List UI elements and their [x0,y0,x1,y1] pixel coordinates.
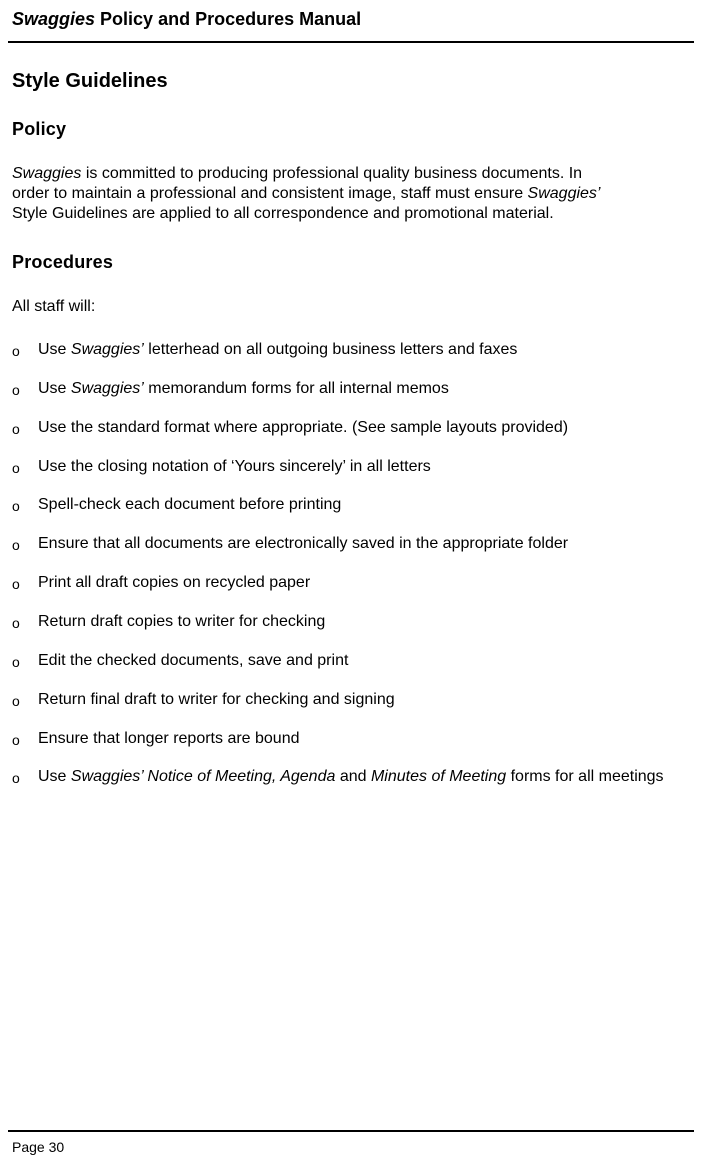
procedure-item [12,418,682,438]
procedure-item [12,573,682,593]
section-title: Style Guidelines [12,70,168,92]
text-run: Use [38,341,71,358]
procedure-item [12,651,682,671]
header-title: Policy and Procedures Manual [100,9,362,29]
procedure-item-text [38,340,682,360]
procedure-item [12,612,682,632]
header-brand: Swaggies [12,9,96,29]
procedure-item-text [38,690,682,710]
emphasis-text: Swaggies’ [70,380,144,397]
procedure-item-text [38,379,682,399]
bullet-circle-icon: o [12,421,20,437]
text-run: memorandum forms for all internal memos [143,380,449,397]
text-run: and [335,768,371,785]
bullet-circle-icon: o [12,732,20,748]
footer-rule [8,1130,694,1132]
procedure-item-text [38,534,682,554]
procedure-item-text [38,729,682,749]
bullet-circle-icon: o [12,576,20,592]
emphasis-text: Swaggies’ [70,341,144,358]
text-run: Use [38,380,71,397]
header-rule [8,41,694,43]
text-run: Use the standard format where appropriate. (See sample layouts provided) [38,419,569,436]
procedure-item [12,729,682,749]
bullet-circle-icon: o [12,770,20,786]
text-run: Style Guidelines are applied to all correspondence and promotional material. [12,205,554,222]
procedure-item [12,767,682,787]
bullet-circle-icon: o [12,382,20,398]
procedure-item [12,340,682,360]
text-run: Spell-check each document before printing [38,496,342,513]
text-run: Use [38,768,71,785]
procedure-item-text [38,767,682,787]
text-run: order to maintain a professional and consistent image, staff must ensure [12,185,528,202]
text-run: Edit the checked documents, save and print [38,652,349,669]
bullet-circle-icon: o [12,615,20,631]
procedure-item-text [38,573,682,593]
policy-line [12,204,692,224]
policy-line [12,164,692,184]
procedure-item-text [38,612,682,632]
procedure-item [12,379,682,399]
emphasis-text: Swaggies’ Notice of Meeting, Agenda [70,768,336,785]
text-run: is committed to producing professional quality business documents. In [81,165,583,182]
text-run: forms for all meetings [506,768,664,785]
procedure-item-text [38,651,682,671]
policy-line [12,184,692,204]
procedures-intro: All staff will: [12,298,96,315]
procedure-item [12,495,682,515]
procedure-item-text [38,495,682,515]
text-run: Return final draft to writer for checking and signing [38,691,395,708]
procedure-item [12,690,682,710]
page-number: Page 30 [12,1139,65,1155]
manual-header [12,9,361,30]
procedure-item [12,457,682,477]
text-run: Return draft copies to writer for checking [38,613,326,630]
procedure-item [12,534,682,554]
text-run: letterhead on all outgoing business letters and faxes [143,341,518,358]
text-run: Ensure that all documents are electronically saved in the appropriate folder [38,535,569,552]
text-run: Use the closing notation of ‘Yours sincerely’ in all letters [38,458,431,475]
emphasis-text: Swaggies’ [527,185,601,202]
text-run: Print all draft copies on recycled paper [38,574,311,591]
procedure-item-text [38,457,682,477]
bullet-circle-icon: o [12,693,20,709]
procedures-heading: Procedures [12,252,114,272]
policy-heading: Policy [12,119,67,139]
bullet-circle-icon: o [12,537,20,553]
emphasis-text: Swaggies [12,165,82,182]
emphasis-text: Minutes of Meeting [370,768,507,785]
bullet-circle-icon: o [12,654,20,670]
bullet-circle-icon: o [12,460,20,476]
policy-paragraph [12,164,692,224]
bullet-circle-icon: o [12,343,20,359]
text-run: Ensure that longer reports are bound [38,730,300,747]
procedure-item-text [38,418,682,438]
bullet-circle-icon: o [12,498,20,514]
